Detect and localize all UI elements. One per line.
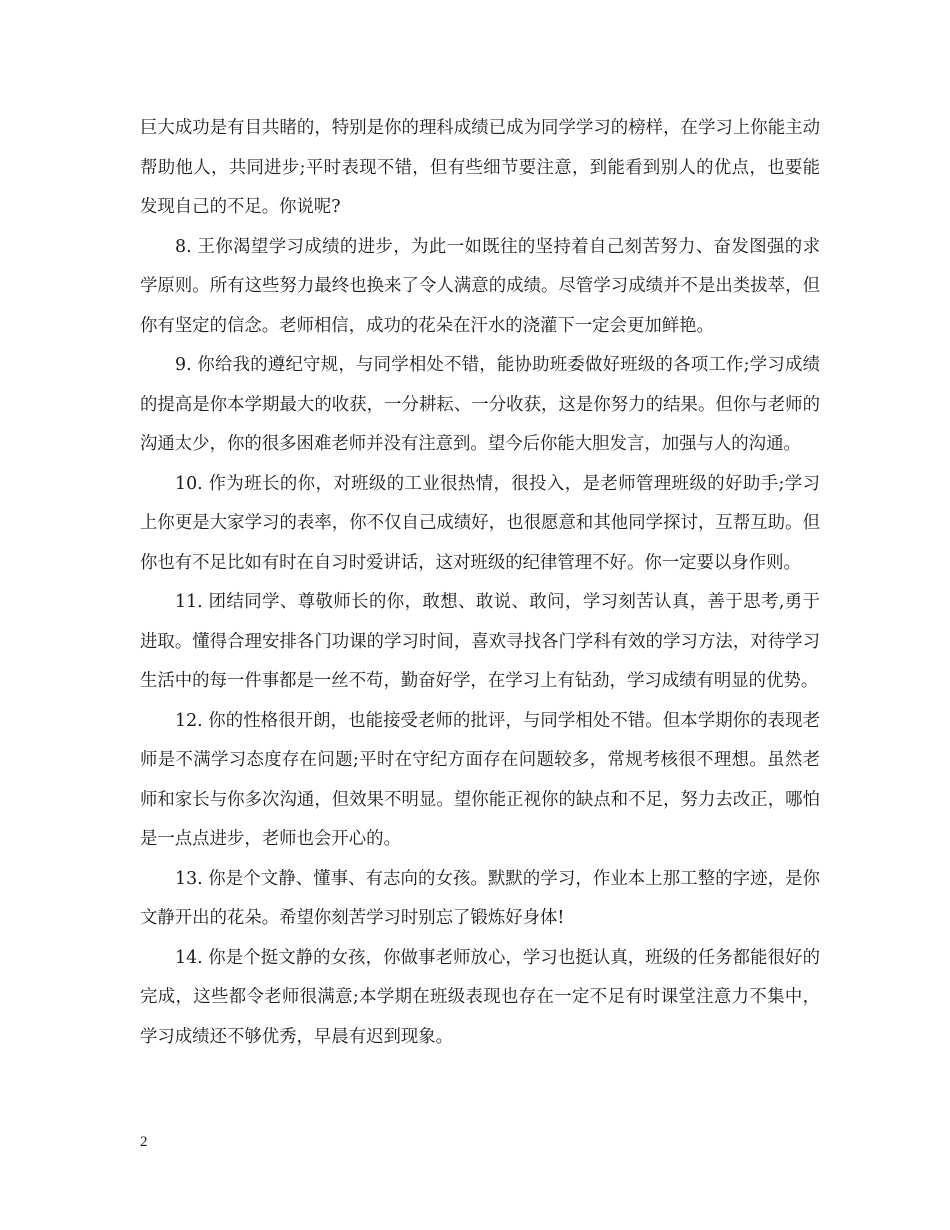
paragraph-item-14: 14. 你是个挺文静的女孩，你做事老师放心，学习也挺认真，班级的任务都能很好的完成，这些都令老师很满意;本学期在班级表现也存在一定不足有时课堂注意力不集中，学习成绩还不够优秀，早晨有迟到现象。 [140,947,820,1047]
paragraph-item-10: 10. 作为班长的你，对班级的工业很热情，很投入，是老师管理班级的好助手;学习上你更是大家学习的表率，你不仅自己成绩好，也很愿意和其他同学探讨，互帮互助。但你也有不足比如有时在自习时爱讲话，这对班级的纪律管理不好。你一定要以身作则。 [140,473,820,573]
paragraph-item-12: 12. 你的性格很开朗，也能接受老师的批评，与同学相处不错。但本学期你的表现老师是不满学习态度存在问题;平时在守纪方面存在问题较多，常规考核很不理想。虽然老师和家长与你多次沟通，但效果不明显。望你能正视你的缺点和不足，努力去改正，哪怕是一点点进步，老师也会开心的。 [140,710,820,849]
paragraph-item-9: 9. 你给我的遵纪守规，与同学相处不错，能协助班委做好班级的各项工作;学习成绩的提高是你本学期最大的收获，一分耕耘、一分收获，这是你努力的结果。但你与老师的沟通太少，你的很多困难老师并没有注意到。望今后你能大胆发言，加强与人的沟通。 [140,355,820,454]
document-body [140,109,820,1057]
page-number: 2 [140,1134,148,1150]
paragraph-continuation: 巨大成功是有目共睹的，特别是你的理科成绩已成为同学学习的榜样，在学习上你能主动帮助他人，共同进步;平时表现不错，但有些细节要注意，到能看到别人的优点，也要能发现自己的不足。你说呢? [140,118,820,217]
paragraph-item-8: 8. 王你渴望学习成绩的进步，为此一如既往的坚持着自己刻苦努力、奋发图强的求学原则。所有这些努力最终也换来了令人满意的成绩。尽管学习成绩并不是出类拔萃，但你有坚定的信念。老师相信，成功的花朵在汗水的浇灌下一定会更加鲜艳。 [140,236,820,336]
paragraph-item-13: 13. 你是个文静、懂事、有志向的女孩。默默的学习，作业本上那工整的字迹，是你文静开出的花朵。希望你刻苦学习时别忘了锻炼好身体! [140,868,820,928]
paragraph-item-11: 11. 团结同学、尊敬师长的你，敢想、敢说、敢问，学习刻苦认真，善于思考,勇于进取。懂得合理安排各门功课的学习时间，喜欢寻找各门学科有效的学习方法，对待学习生活中的每一件事都是一丝不苟，勤奋好学，在学习上有钻劲，学习成绩有明显的优势。 [140,592,820,691]
